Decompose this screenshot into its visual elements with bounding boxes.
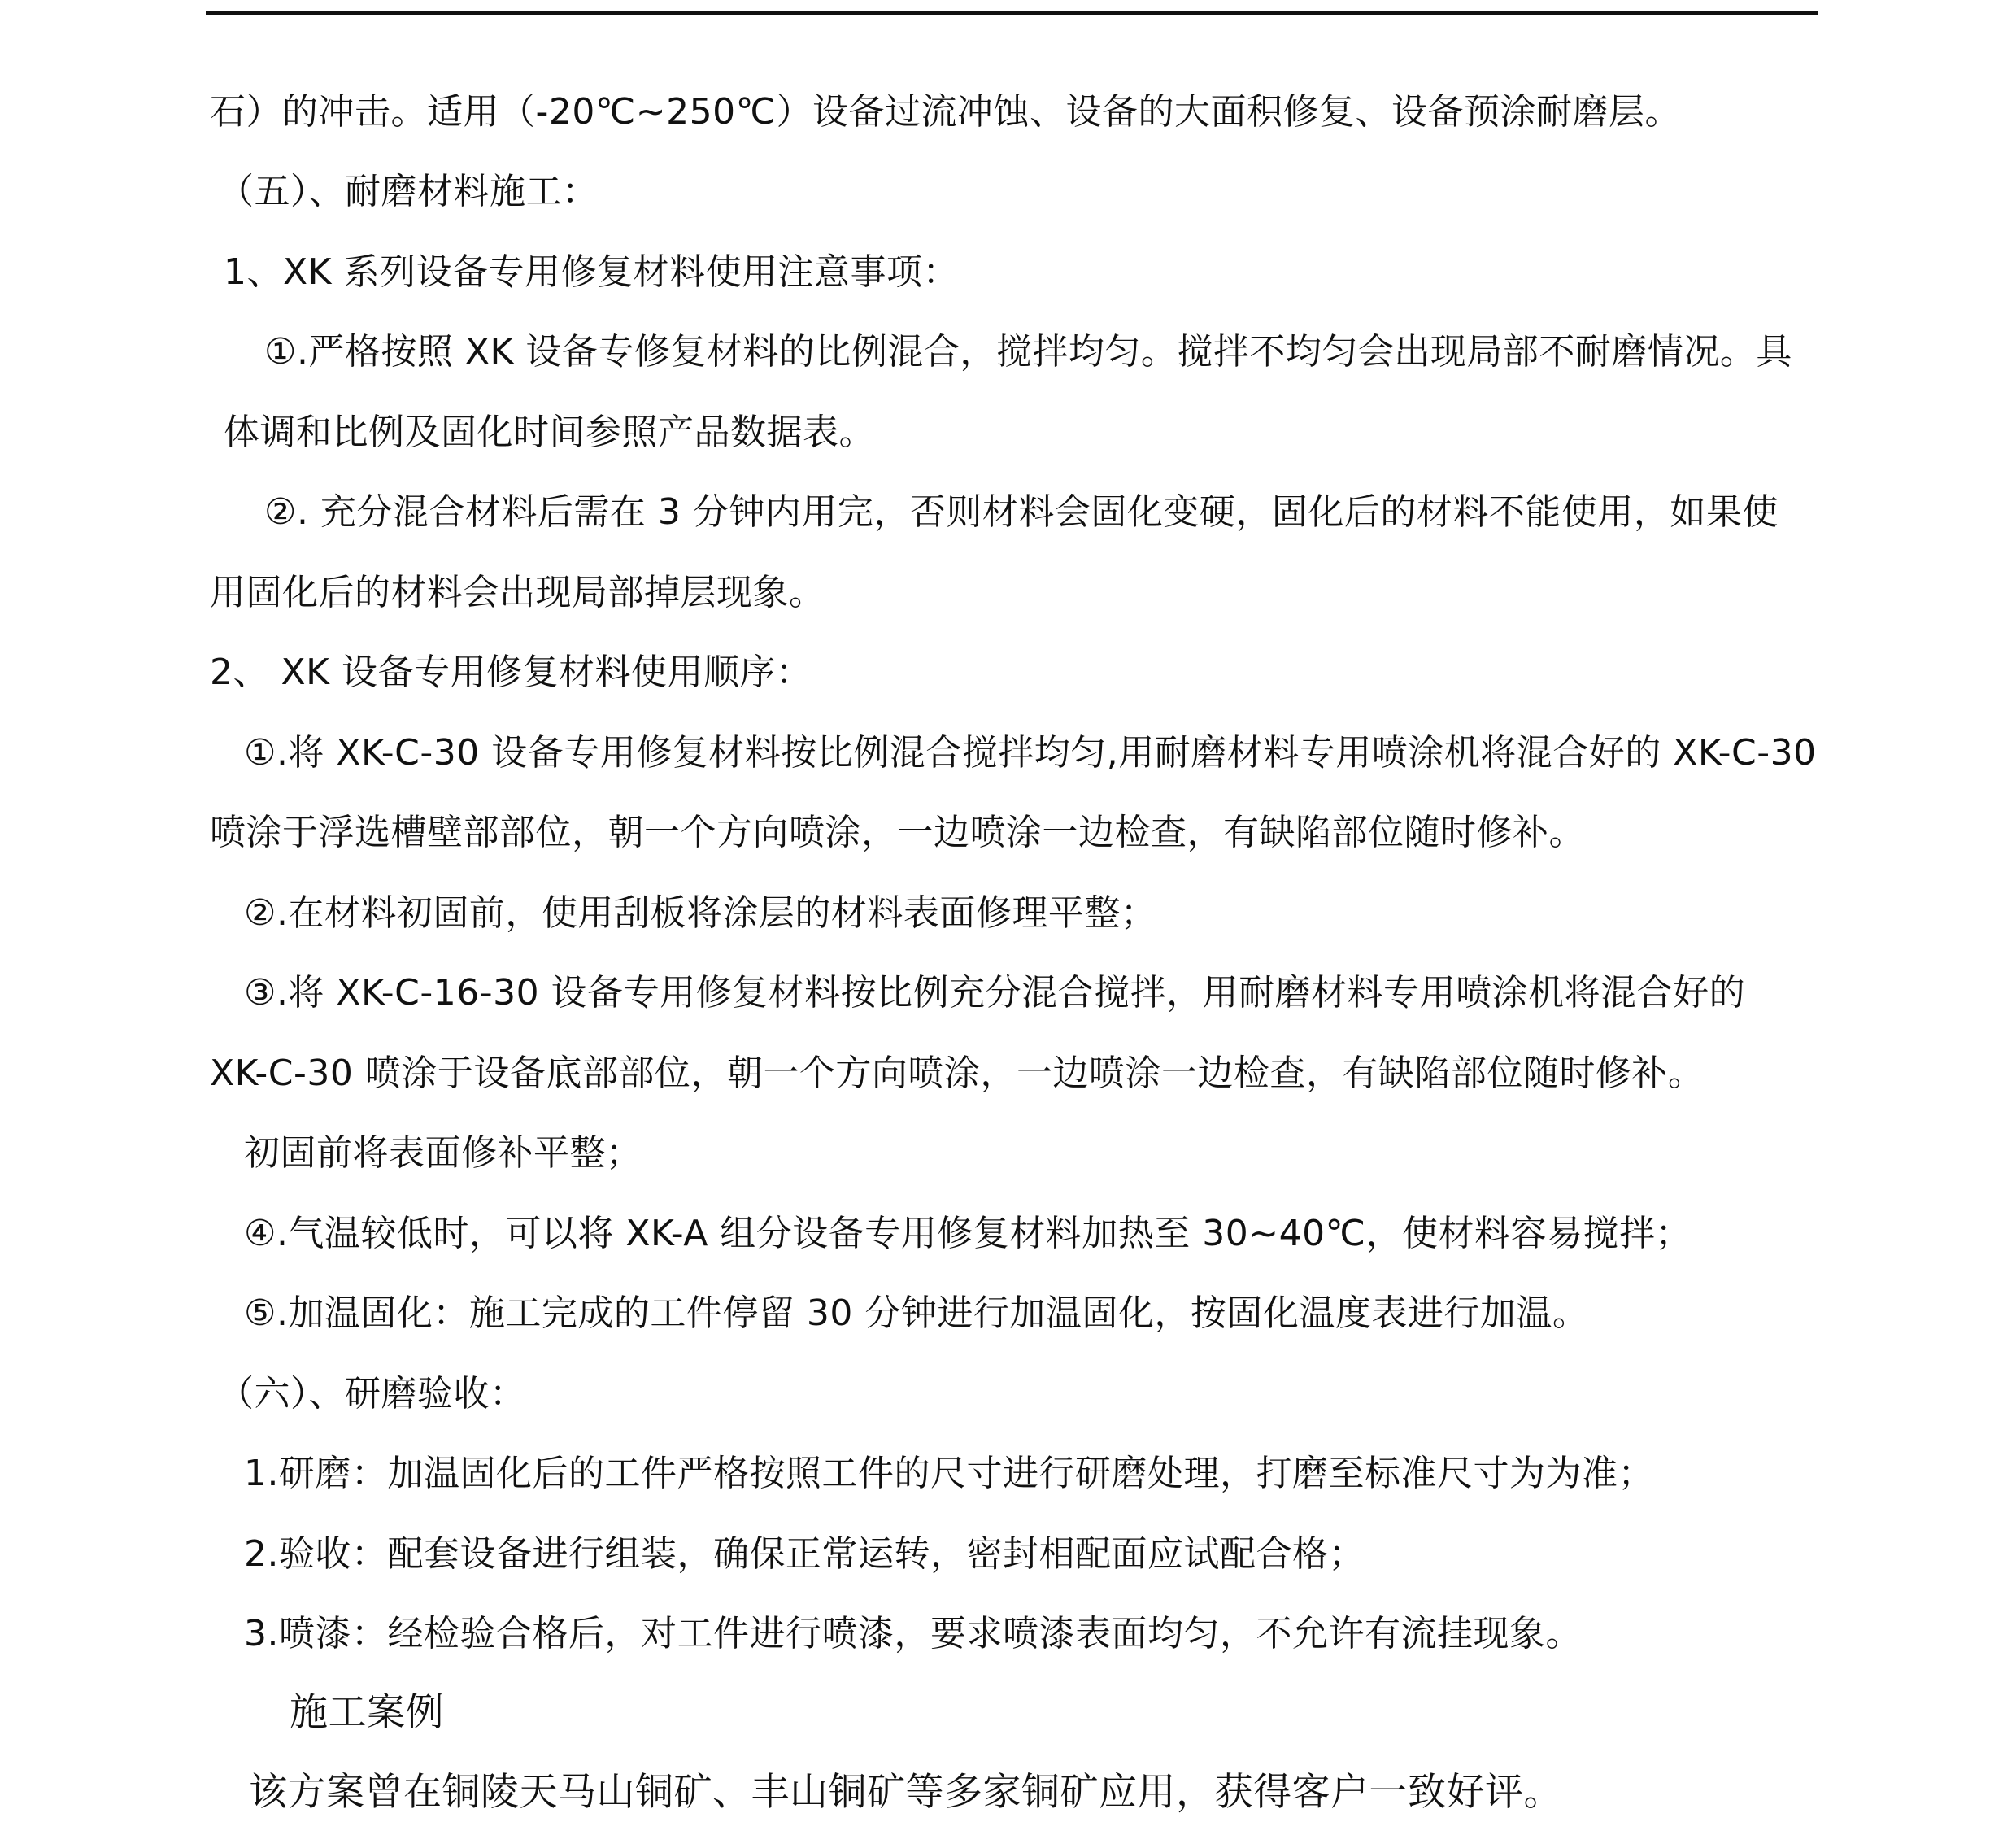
section-heading-grinding-acceptance: （六）、研磨验收：: [218, 1373, 526, 1414]
header-rule: [206, 11, 1818, 15]
subheading-usage-sequence: 2、 XK 设备专用修复材料使用顺序：: [210, 652, 812, 693]
list-item-note-2: ②. 充分混合材料后需在 3 分钟内用完，否则材料会固化变硬，固化后的材料不能使用，如果使: [264, 491, 1779, 533]
list-item-step-1: ①.将 XK-C-30 设备专用修复材料按比例混合搅拌均匀,用耐磨材料专用喷涂机将混合好的 XK-C-30: [244, 732, 1817, 774]
list-item-acceptance: 2.验收：配套设备进行组装，确保正常运转，密封相配面应试配合格；: [244, 1533, 1365, 1575]
section-heading-wear-material-construction: （五）、耐磨材料施工：: [218, 171, 599, 212]
section-heading-construction-case: 施工案例: [290, 1690, 444, 1735]
list-item-note-1: ①.严格按照 XK 设备专修复材料的比例混合，搅拌均匀。搅拌不均匀会出现局部不耐磨情况。具: [264, 331, 1792, 373]
list-item-note-2-continued: 用固化后的材料会出现局部掉层现象。: [210, 572, 825, 613]
list-item-painting: 3.喷漆：经检验合格后，对工件进行喷漆，要求喷漆表面均匀，不允许有流挂现象。: [244, 1613, 1582, 1654]
list-item-step-2: ②.在材料初固前，使用刮板将涂层的材料表面修理平整；: [244, 892, 1157, 934]
list-item-step-3: ③.将 XK-C-16-30 设备专用修复材料按比例充分混合搅拌，用耐磨材料专用喷涂机将混合好的: [244, 972, 1746, 1013]
list-item-grinding: 1.研磨：加温固化后的工件严格按照工件的尺寸进行研磨处理，打磨至标准尺寸为为准；: [244, 1453, 1654, 1494]
subheading-usage-notes: 1、XK 系列设备专用修复材料使用注意事项：: [224, 251, 959, 293]
list-item-step-3-continued: XK-C-30 喷涂于设备底部部位，朝一个方向喷涂，一边喷涂一边检查，有缺陷部位随时修补。: [210, 1053, 1705, 1094]
text-line-case-description: 该方案曾在铜陵天马山铜矿、丰山铜矿等多家铜矿应用，获得客户一致好评。: [249, 1770, 1562, 1815]
list-item-step-4: ④.气温较低时，可以将 XK-A 组分设备专用修复材料加热至 30~40℃，使材料容易搅拌；: [244, 1213, 1692, 1254]
text-line-applicability: 石）的冲击。适用（-20℃~250℃）设备过流冲蚀、设备的大面积修复、设备预涂耐磨层。: [210, 91, 1682, 133]
list-item-note-1-continued: 体调和比例及固化时间参照产品数据表。: [224, 412, 875, 453]
list-item-step-1-continued: 喷涂于浮选槽壁部部位，朝一个方向喷涂，一边喷涂一边检查，有缺陷部位随时修补。: [210, 812, 1585, 853]
list-item-step-3-note: 初固前将表面修补平整；: [244, 1132, 642, 1174]
list-item-step-5: ⑤.加温固化：施工完成的工件停留 30 分钟进行加温固化，按固化温度表进行加温。: [244, 1292, 1589, 1334]
